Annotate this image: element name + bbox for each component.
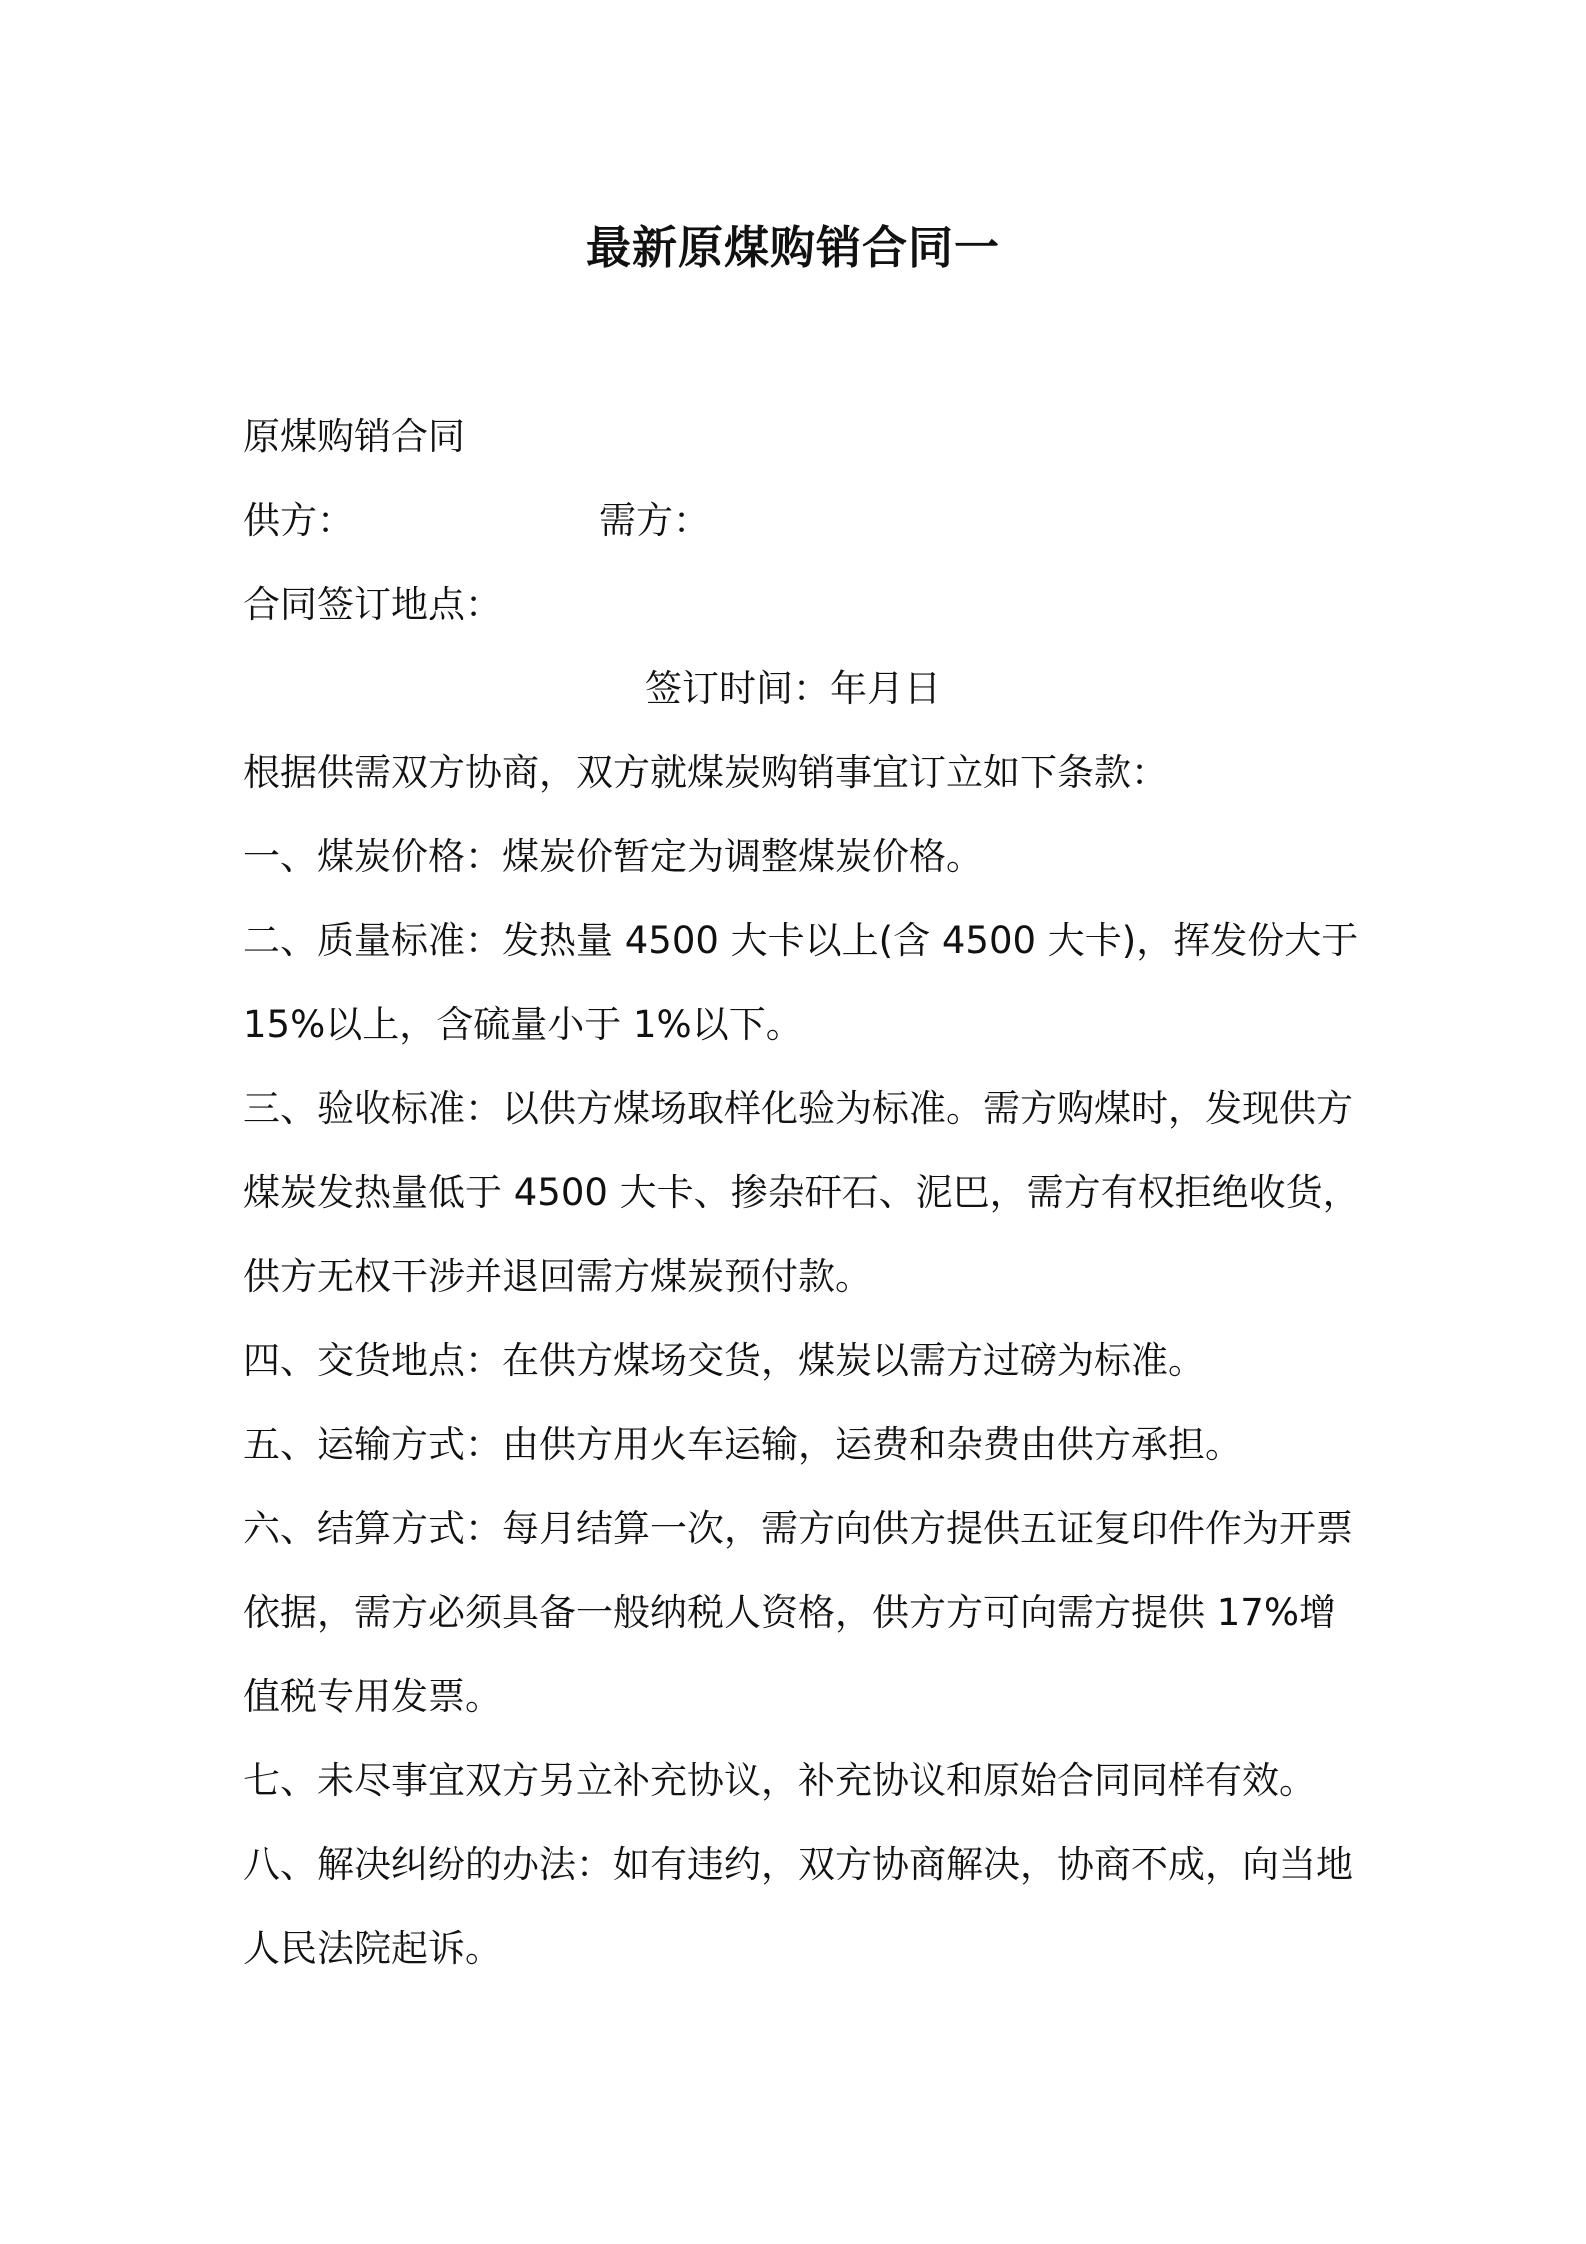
preamble: 根据供需双方协商，双方就煤炭购销事宜订立如下条款： (243, 751, 1168, 794)
clause-8-line-1: 八、解决纠纷的办法：如有违约，双方协商解决，协商不成，向当地 (243, 1843, 1353, 1886)
clause-3-line-3: 供方无权干涉并退回需方煤炭预付款。 (243, 1255, 872, 1298)
clause-6-line-1: 六、结算方式：每月结算一次，需方向供方提供五证复印件作为开票 (243, 1507, 1353, 1550)
clause-3-line-1: 三、验收标准：以供方煤场取样化验为标准。需方购煤时，发现供方 (243, 1087, 1353, 1130)
clause-2-line-1: 二、质量标准：发热量 4500 大卡以上(含 4500 大卡)，挥发份大于 (243, 919, 1359, 962)
sign-time-label: 签订时间：年月日 (645, 667, 941, 710)
clause-6-line-3: 值税专用发票。 (243, 1675, 502, 1718)
supplier-label: 供方： (243, 499, 354, 542)
document-title: 最新原煤购销合同一 (585, 221, 1000, 274)
clause-8-line-2: 人民法院起诉。 (243, 1927, 502, 1970)
clause-5-line-1: 五、运输方式：由供方用火车运输，运费和杂费由供方承担。 (243, 1423, 1242, 1466)
clause-1-line-1: 一、煤炭价格：煤炭价暂定为调整煤炭价格。 (243, 835, 983, 878)
buyer-label: 需方： (599, 499, 710, 542)
clause-2-line-2: 15%以上，含硫量小于 1%以下。 (243, 1003, 803, 1046)
clause-4-line-1: 四、交货地点：在供方煤场交货，煤炭以需方过磅为标准。 (243, 1339, 1205, 1382)
parties-row (243, 496, 1363, 546)
clause-3-line-2: 煤炭发热量低于 4500 大卡、掺杂矸石、泥巴，需方有权拒绝收货， (243, 1171, 1360, 1214)
sign-place-label: 合同签订地点： (243, 583, 502, 626)
clause-7-line-1: 七、未尽事宜双方另立补充协议，补充协议和原始合同同样有效。 (243, 1759, 1316, 1802)
clause-6-line-2: 依据，需方必须具备一般纳税人资格，供方方可向需方提供 17%增 (243, 1591, 1336, 1634)
contract-subtitle: 原煤购销合同 (243, 415, 465, 458)
